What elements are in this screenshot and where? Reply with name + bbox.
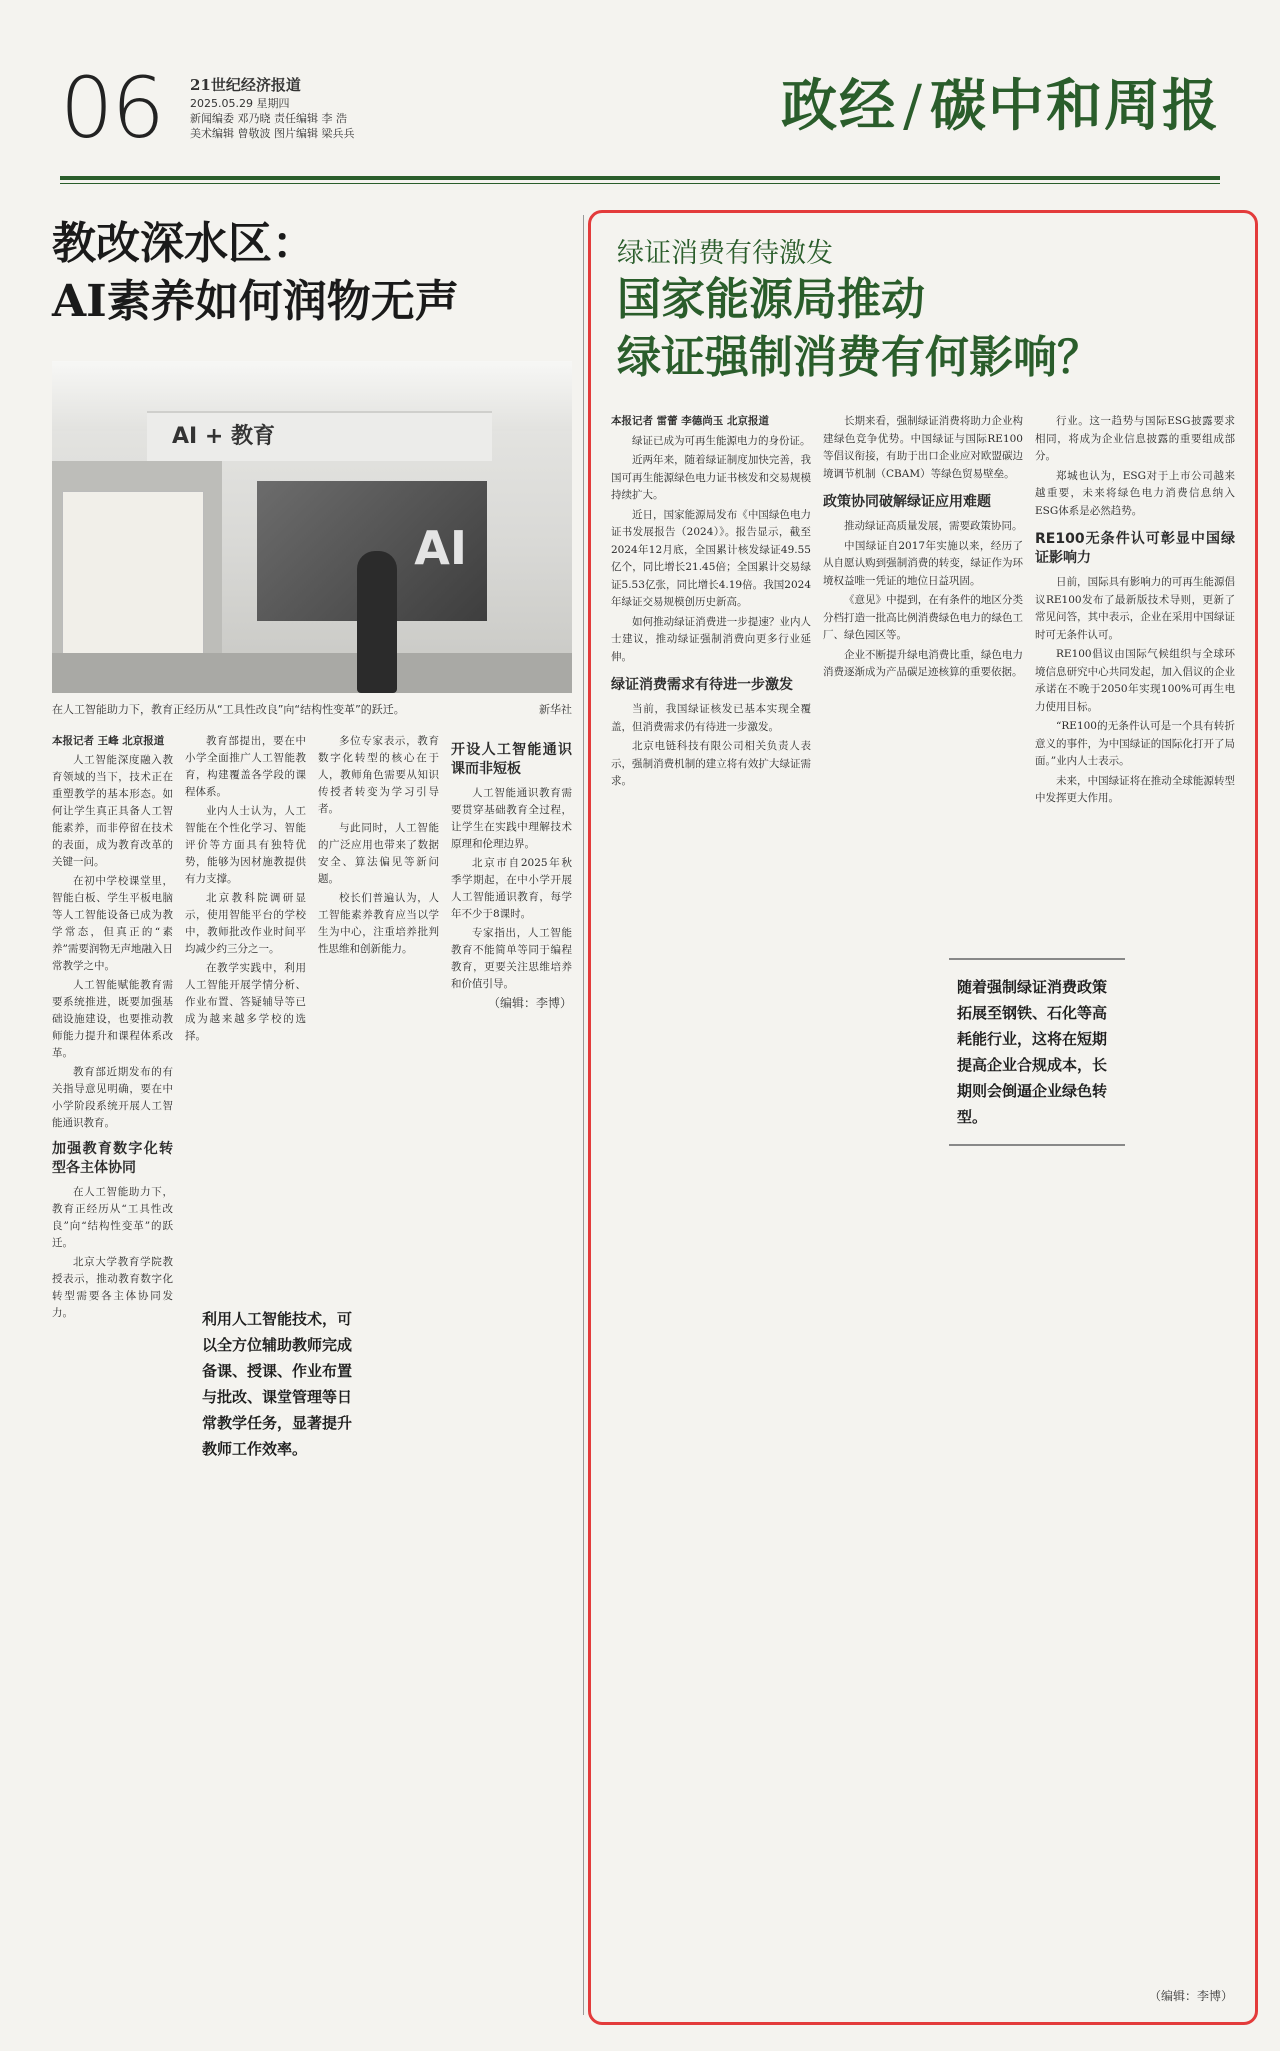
caption-text: 在人工智能助力下，教育正经历从“工具性改良”向“结构性变革”的跃迁。: [52, 703, 405, 716]
right-headline-line-1: 国家能源局推动: [617, 274, 925, 325]
byline: 本报记者 王峰 北京报道: [52, 735, 165, 747]
photo-banner: AI + 教育: [147, 411, 492, 461]
paragraph: 行业。这一趋势与国际ESG披露要求相同，将成为企业信息披露的重要组成部分。: [1035, 415, 1235, 462]
paragraph: 推动绿证高质量发展，需要政策协同。: [844, 520, 1023, 532]
masthead-rule-thin: [60, 183, 1220, 184]
left-headline-line-1: 教改深水区：: [52, 218, 316, 269]
right-column-3: [1035, 413, 1235, 2003]
article-photo: [52, 361, 572, 693]
column-divider: [583, 215, 584, 2015]
left-headline: [52, 215, 572, 331]
paragraph: 北京大学教育学院教授表示，推动教育数字化转型需要各主体协同发力。: [52, 1256, 173, 1319]
section-title: [781, 68, 1220, 145]
paragraph: 专家指出，人工智能教育不能简单等同于编程教育，更要关注思维培养和价值引导。: [451, 927, 572, 990]
right-headline-line-2: 绿证强制消费有何影响？: [617, 332, 1101, 383]
photo-screen-text: AI: [414, 521, 467, 575]
masthead-rule: [60, 176, 1220, 180]
paragraph: 绿证已成为可再生能源电力的身份证。: [632, 434, 811, 447]
paragraph: 未来，中国绿证将在推动全球能源转型中发挥更大作用。: [1035, 774, 1235, 804]
left-column-1: [52, 733, 173, 1843]
subheading: 开设人工智能通识课而非短板: [451, 742, 572, 777]
pull-quote: 利用人工智能技术，可以全方位辅助教师完成备课、授课、作业布置与批改、课堂管理等日常教学任务，显著提升教师工作效率。: [202, 1300, 352, 1468]
paragraph: 《意见》中提到，在有条件的地区分类分档打造一批高比例消费绿色电力的绿色工厂、绿色园区等。: [823, 594, 1023, 641]
issue-date: 2025.05.29 星期四: [190, 97, 290, 110]
paragraph: 北京电链科技有限公司相关负责人表示，强制消费机制的建立将有效扩大绿证需求。: [611, 740, 811, 787]
paragraph: 人工智能深度融入教育领域的当下，技术正在重塑教学的基本形态。如何让学生真正具备人工智能素养，而非停留在技术的表面，成为教育改革的关键一问。: [52, 754, 173, 868]
paragraph: 近日，国家能源局发布《中国绿色电力证书发展报告（2024）》。报告显示，截至2024年12月底，全国累计核发绿证49.55亿个，同比增长21.45倍；全国累计交易绿证5.53亿张，同比增长4.19倍。我国2024年绿证交易规模创历史新高。: [611, 508, 811, 608]
paragraph: 长期来看，强制绿证消费将助力企业构建绿色竞争优势。中国绿证与国际RE100等倡议衔接，有助于出口企业应对欧盟碳边境调节机制（CBAM）等绿色贸易壁垒。: [823, 415, 1023, 480]
paragraph: 业内人士认为，人工智能在个性化学习、智能评价等方面具有独特优势，能够为因材施教提供有力支撑。: [185, 805, 306, 885]
caption-credit: 新华社: [539, 703, 572, 716]
article-kicker: 绿证消费有待激发: [617, 238, 833, 269]
paragraph: 多位专家表示，教育数字化转型的核心在于人，教师角色需要从知识传授者转变为学习引导者。: [318, 735, 439, 815]
paragraph: 近两年来，随着绿证制度加快完善，我国可再生能源绿色电力证书核发和交易规模持续扩大。: [611, 454, 811, 501]
paragraph: 在人工智能助力下，教育正经历从“工具性改良”向“结构性变革”的跃迁。: [52, 1186, 173, 1249]
left-headline-line-2: AI素养如何润物无声: [52, 276, 459, 327]
paragraph: 教育部提出，要在中小学全面推广人工智能教育，构建覆盖各学段的课程体系。: [185, 735, 306, 798]
right-column-2: [823, 413, 1023, 2003]
subheading: RE100无条件认可彰显中国绿证影响力: [1035, 531, 1235, 566]
paragraph: 如何推动绿证消费进一步提速？业内人士建议，推动绿证强制消费向更多行业延伸。: [611, 615, 811, 663]
right-headline: [617, 271, 1217, 387]
left-column-2: [185, 733, 306, 1843]
left-article: [52, 215, 572, 1843]
paragraph: 企业不断提升绿电消费比重，绿色电力消费逐渐成为产品碳足迹核算的重要依据。: [823, 648, 1023, 678]
masthead: [60, 60, 1220, 172]
credits-line-2: 美术编辑 曾敬波 图片编辑 梁兵兵: [190, 127, 355, 140]
masthead-info: [190, 74, 355, 141]
editor-credit: （编辑：李博）: [487, 996, 572, 1010]
photo-caption: [52, 701, 572, 717]
paragraph: 中国绿证自2017年实施以来，经历了从自愿认购到强制消费的转变，绿证作为环境权益唯一凭证的地位日益巩固。: [823, 539, 1023, 587]
subheading: 加强教育数字化转型各主体协同: [52, 1141, 173, 1176]
paragraph: 当前，我国绿证核发已基本实现全覆盖，但消费需求仍有待进一步激发。: [611, 703, 811, 733]
paragraph: 在教学实践中，利用人工智能开展学情分析、作业布置、答疑辅导等已成为越来越多学校的选择。: [185, 962, 306, 1042]
paragraph: 郑城也认为，ESG对于上市公司越来越重要，未来将绿色电力消费信息纳入ESG体系是必然趋势。: [1035, 469, 1235, 517]
paragraph: 校长们普遍认为，人工智能素养教育应当以学生为中心，注重培养批判性思维和创新能力。: [318, 892, 439, 955]
paragraph: 与此同时，人工智能的广泛应用也带来了数据安全、算法偏见等新问题。: [318, 822, 439, 885]
paragraph: 北京教科院调研显示，使用智能平台的学校中，教师批改作业时间平均减少约三分之一。: [185, 892, 306, 955]
subheading: 绿证消费需求有待进一步激发: [611, 677, 793, 693]
paragraph: “RE100的无条件认可是一个具有转折意义的事件，为中国绿证的国际化打开了局面。”业内人士表示。: [1035, 720, 1235, 767]
paragraph: 人工智能通识教育需要贯穿基础教育全过程，让学生在实践中理解技术原理和伦理边界。: [451, 787, 572, 850]
paragraph: 在初中学校课堂里，智能白板、学生平板电脑等人工智能设备已成为教学常态，但真正的“素养”需要润物无声地融入日常教学之中。: [52, 875, 173, 972]
highlighted-article: [588, 210, 1258, 2025]
credits-line-1: 新闻编委 邓乃晓 责任编辑 李 浩: [190, 112, 347, 125]
paragraph: RE100倡议由国际气候组织与全球环境信息研究中心共同发起，加入倡议的企业承诺在不晚于2050年实现100%可再生电力使用目标。: [1035, 648, 1235, 713]
paper-name: 21世纪经济报道: [190, 76, 301, 94]
byline: 本报记者 雷蕾 李德尚玉 北京报道: [611, 415, 769, 427]
paragraph: 教育部近期发布的有关指导意见明确，要在中小学阶段系统开展人工智能通识教育。: [52, 1066, 173, 1129]
left-column-3: [318, 733, 439, 1843]
right-column-1: [611, 413, 811, 2003]
section-left: 政经: [781, 73, 898, 139]
section-right: 碳中和周报: [930, 73, 1220, 139]
editor-credit: （编辑：李博）: [1148, 1989, 1233, 2003]
photo-display-board: [62, 491, 204, 678]
photo-person: [357, 551, 397, 693]
page-number: 06: [60, 59, 163, 157]
left-article-body: [52, 733, 572, 1843]
photo-floor: [52, 653, 572, 693]
pull-quote: 随着强制绿证消费政策拓展至钢铁、石化等高耗能行业，这将在短期提高企业合规成本，长期则会倒逼企业绿色转型。: [949, 958, 1125, 1146]
right-article-body: [611, 413, 1236, 2003]
paragraph: 日前，国际具有影响力的可再生能源倡议RE100发布了最新版技术导则，更新了常见问答，其中表示，企业在采用中国绿证时可无条件认可。: [1035, 576, 1235, 641]
subheading: 政策协同破解绿证应用难题: [823, 494, 991, 510]
section-slash: /: [903, 74, 924, 139]
paragraph: 人工智能赋能教育需要系统推进，既要加强基础设施建设，也要推动教师能力提升和课程体系改革。: [52, 979, 173, 1059]
left-column-4: [451, 733, 572, 1843]
paragraph: 北京市自2025年秋季学期起，在中小学开展人工智能通识教育，每学年不少于8课时。: [451, 857, 572, 920]
